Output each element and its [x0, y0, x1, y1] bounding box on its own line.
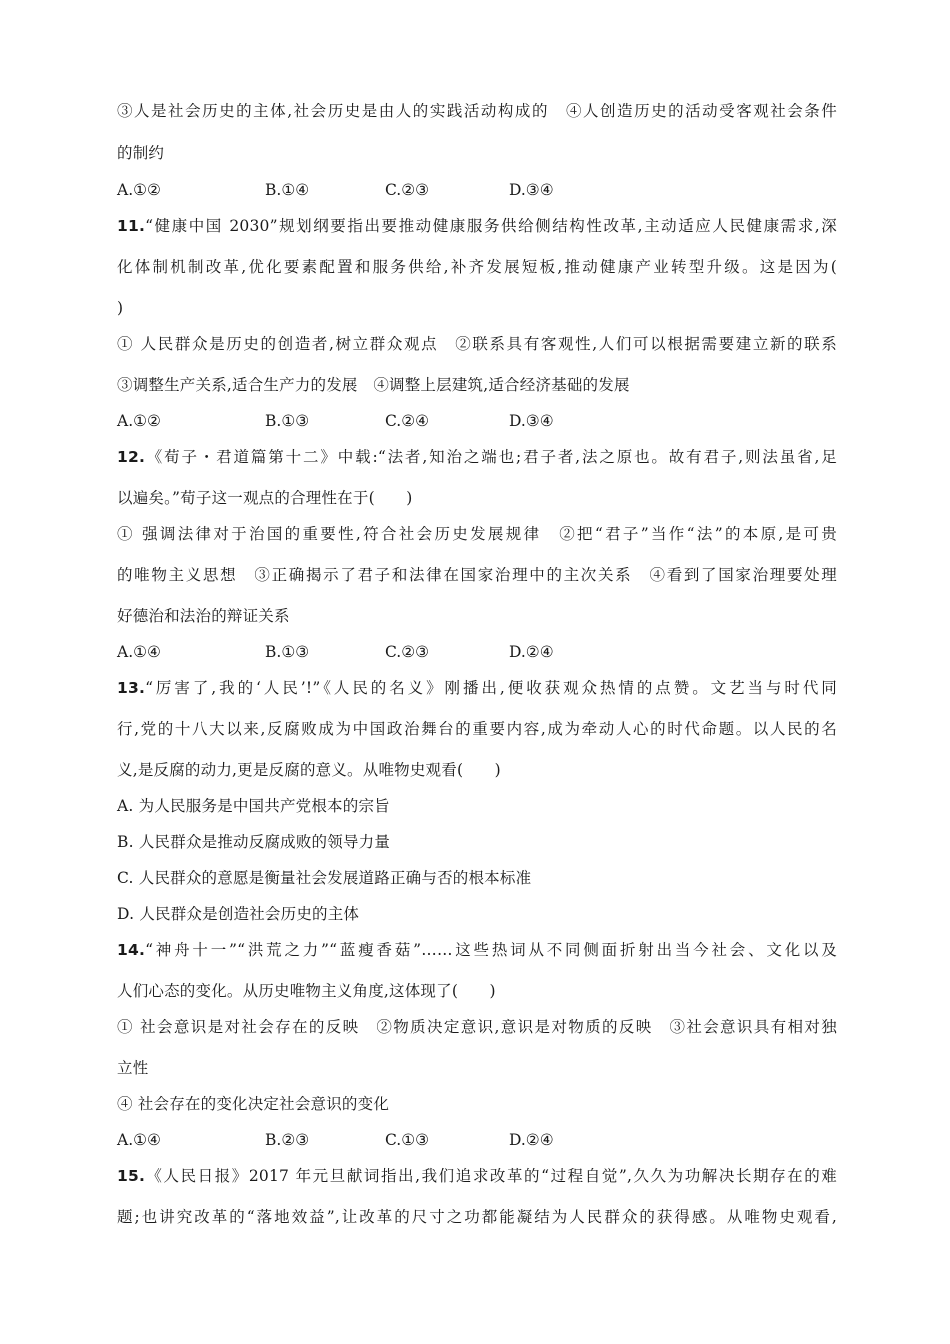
q13-option-c: C. 人民群众的意愿是衡量社会发展道路正确与否的根本标准	[117, 869, 532, 887]
q12-option-a: A.①④	[117, 643, 161, 661]
q11-option-a: A.①②	[117, 412, 161, 430]
q14-stem-text-1: “神舟十一”“洪荒之力”“蓝瘦香菇”……这些热词从不同侧面折射出当今社会、文化以及	[145, 941, 837, 959]
q14-item-line-3: ④ 社会存在的变化决定社会意识的变化	[117, 1095, 390, 1113]
q11-stem-line-3: )	[117, 299, 124, 317]
q14-stem-line-2: 人们心态的变化。从历史唯物主义角度,这体现了( )	[117, 982, 496, 1000]
q12-item-line-3: 好德治和法治的辩证关系	[117, 607, 290, 625]
q14-option-c: C.①③	[385, 1131, 430, 1149]
q14-stem-line-1	[117, 940, 837, 960]
q13-stem-text-1: “厉害了,我的‘人民’!”《人民的名义》刚播出,便收获观众热情的点赞。文艺当与时代同	[145, 679, 837, 697]
q12-item-line-2: 的唯物主义思想 ③正确揭示了君子和法律在国家治理中的主次关系 ④看到了国家治理要处理	[117, 566, 837, 584]
q11-item-line-2: ③调整生产关系,适合生产力的发展 ④调整上层建筑,适合经济基础的发展	[117, 376, 630, 394]
q12-stem-text-1: 《荀子・君道篇第十二》中载:“法者,知治之端也;君子者,法之原也。故有君子,则法虽省,足	[145, 448, 837, 466]
q11-number: 11.	[117, 217, 146, 235]
q10-option-c: C.②③	[385, 181, 430, 199]
q14-option-a: A.①④	[117, 1131, 161, 1149]
q10-item-line-2: 的制约	[117, 144, 165, 162]
q13-option-b: B. 人民群众是推动反腐成败的领导力量	[117, 833, 391, 851]
q11-option-c: C.②④	[385, 412, 430, 430]
q15-stem-line-2: 题;也讲究改革的“落地效益”,让改革的尺寸之功都能凝结为人民群众的获得感。从唯物史观看,	[117, 1208, 837, 1226]
q14-option-d: D.②④	[509, 1131, 554, 1149]
q13-stem-line-3: 义,是反腐的动力,更是反腐的意义。从唯物史观看( )	[117, 761, 501, 779]
q11-option-d: D.③④	[509, 412, 554, 430]
q10-item-line-1: ③人是社会历史的主体,社会历史是由人的实践活动构成的 ④人创造历史的活动受客观社会条件	[117, 102, 837, 120]
q14-number: 14.	[117, 941, 146, 959]
q13-option-a: A. 为人民服务是中国共产党根本的宗旨	[117, 797, 390, 815]
q12-number: 12.	[117, 448, 146, 466]
q14-item-line-1: ① 社会意识是对社会存在的反映 ②物质决定意识,意识是对物质的反映 ③社会意识具有相对独	[117, 1018, 837, 1036]
q13-option-d: D. 人民群众是创造社会历史的主体	[117, 905, 360, 923]
q12-option-d: D.②④	[509, 643, 554, 661]
q13-number: 13.	[117, 679, 146, 697]
q12-option-b: B.①③	[265, 643, 310, 661]
q14-item-line-2: 立性	[117, 1059, 149, 1077]
q12-option-c: C.②③	[385, 643, 430, 661]
q10-option-a: A.①②	[117, 181, 161, 199]
q13-stem-line-1	[117, 678, 837, 698]
q11-stem-line-2: 化体制机制改革,优化要素配置和服务供给,补齐发展短板,推动健康产业转型升级。这是因为(	[117, 258, 837, 276]
q12-stem-line-1	[117, 447, 837, 467]
q10-option-b: B.①④	[265, 181, 310, 199]
q13-stem-line-2: 行,党的十八大以来,反腐败成为中国政治舞台的重要内容,成为牵动人心的时代命题。以人民的名	[117, 720, 837, 738]
q11-item-line-1: ① 人民群众是历史的创造者,树立群众观点 ②联系具有客观性,人们可以根据需要建立新的联系	[117, 335, 837, 353]
q15-stem-line-1	[117, 1166, 837, 1186]
q11-option-b: B.①③	[265, 412, 310, 430]
q15-number: 15.	[117, 1167, 146, 1185]
q12-item-line-1: ① 强调法律对于治国的重要性,符合社会历史发展规律 ②把“君子”当作“法”的本原,是可贵	[117, 525, 837, 543]
q11-stem-text-1: “健康中国 2030”规划纲要指出要推动健康服务供给侧结构性改革,主动适应人民健康需求,深	[145, 217, 837, 235]
q14-option-b: B.②③	[265, 1131, 310, 1149]
q12-stem-line-2: 以遍矣。”荀子这一观点的合理性在于( )	[117, 489, 413, 507]
q11-stem-line-1	[117, 216, 837, 236]
q15-stem-text-1: 《人民日报》2017 年元旦献词指出,我们追求改革的“过程自觉”,久久为功解决长期存在的难	[145, 1167, 837, 1185]
q10-option-d: D.③④	[509, 181, 554, 199]
